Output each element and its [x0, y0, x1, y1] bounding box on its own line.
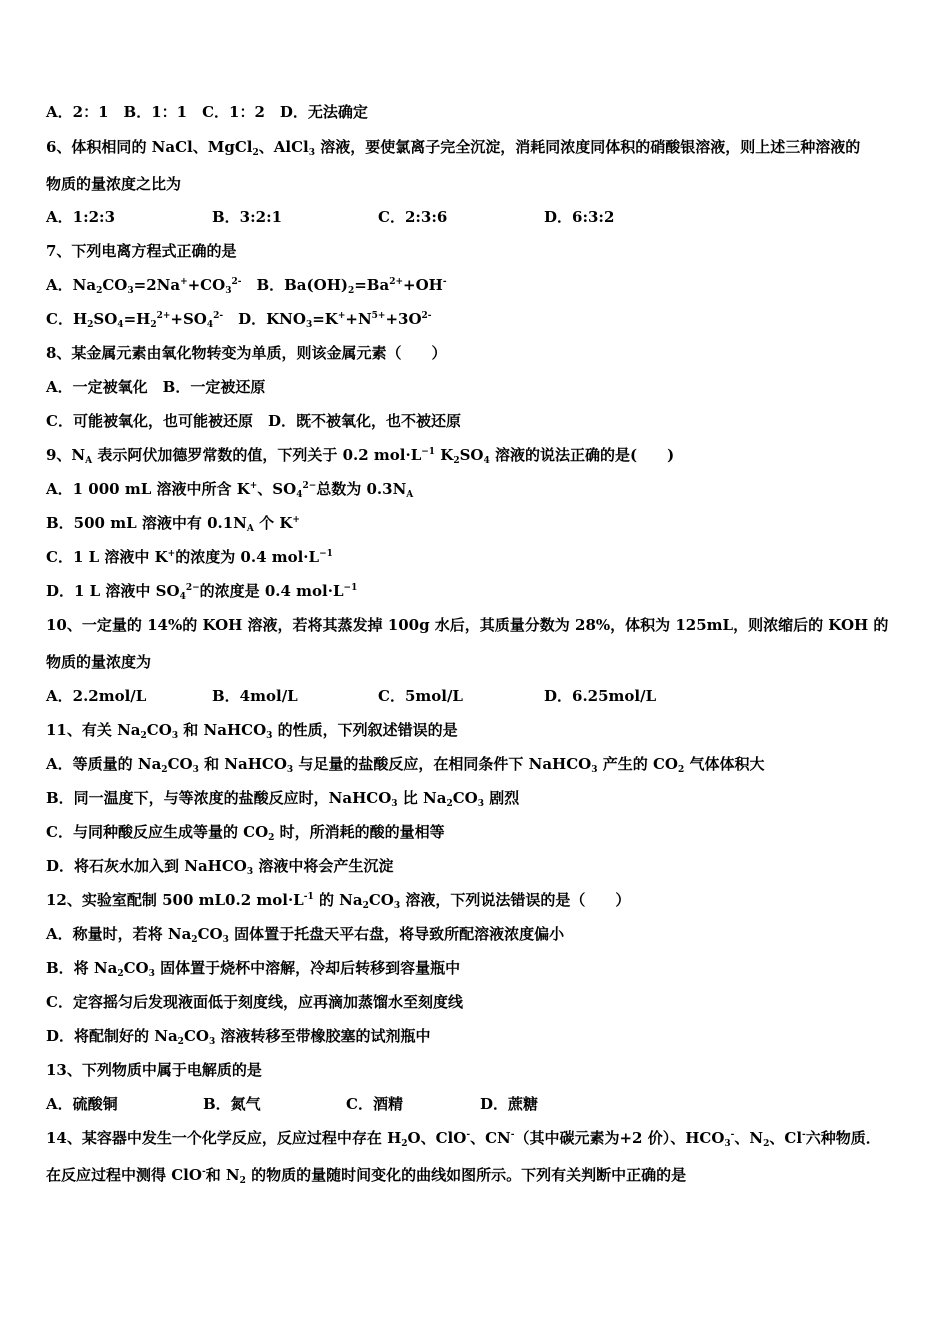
q12-option-c: C．定容摇匀后发现液面低于刻度线，应再滴加蒸馏水至刻度线: [46, 993, 463, 1011]
q14-stem-line2: 在反应过程中测得 ClO-和 $N_2$ 的物质的量随时间变化的曲线如图所示。下列有关判断中正确的是: [46, 1166, 687, 1186]
q6-option-b: B．3:2:1: [212, 208, 283, 226]
q9-option-c: C．1 L 溶液中 K+的浓度为 0.4 $mol\cdot L^{-1}$: [46, 548, 333, 566]
q6-option-a: A．1:2:3: [46, 208, 116, 226]
q13-option-d: D．蔗糖: [480, 1095, 539, 1113]
q11-option-a: A．等质量的 $Na_2CO_3$ 和 NaHCO$_3$ 与足量的盐酸反应，在相同条件下 NaHCO$_3$ 产生的 $CO_2$ 气体体积大: [46, 755, 765, 775]
q11-option-c: C．与同种酸反应生成等量的 $CO_2$ 时，所消耗的酸的量相等: [46, 823, 445, 843]
q7-stem: 7、下列电离方程式正确的是: [46, 242, 237, 260]
q9-option-a: A．1 000 mL 溶液中所含 K+、$SO_4^{2-}$总数为 $0.3N_A$: [46, 480, 414, 500]
q6-stem-line2: 物质的量浓度之比为: [46, 175, 182, 193]
q8-options-cd: C．可能被氧化，也可能被还原 D．既不被氧化，也不被还原: [46, 412, 461, 430]
q14-stem-line1: 14、某容器中发生一个化学反应，反应过程中存在 $H_2O$、ClO-、CN-（其中碳元素为+2 价）、$HCO_3^-$、$N_2$、Cl-六种物质．: [46, 1129, 881, 1149]
q12-option-d: D．将配制好的 $Na_2CO_3$ 溶液转移至带橡胶塞的试剂瓶中: [46, 1027, 431, 1047]
q12-stem: 12、实验室配制 500 mL0.2 $mol\cdot L^{-1}$ 的 $Na_2CO_3$ 溶液，下列说法错误的是（ ）: [46, 891, 631, 911]
q9-stem: 9、$N_A$ 表示阿伏加德罗常数的值，下列关于 0.2 $mol\cdot L^{-1}$ $K_2SO_4$ 溶液的说法正确的是( ): [46, 446, 675, 466]
q11-stem: 11、有关 $Na_2CO_3$ 和 NaHCO$_3$ 的性质，下列叙述错误的是: [46, 721, 458, 741]
q6-option-d: D．6:3:2: [544, 208, 615, 226]
q10-options: [46, 686, 656, 706]
q7-options-ab: A．$Na_2CO_3=2Na^++CO_3^{2-}$ B．$Ba(OH)_2=Ba^{2+}+OH^-$: [46, 276, 447, 296]
q10-option-b: B．4mol/L: [212, 687, 298, 705]
q10-stem-line1: 10、一定量的 14%的 KOH 溶液，若将其蒸发掉 100g 水后，其质量分数为 28%，体积为 125mL，则浓缩后的 KOH 的: [46, 616, 889, 634]
q10-option-c: C．5mol/L: [378, 687, 463, 705]
q11-option-b: B．同一温度下，与等浓度的盐酸反应时，NaHCO$_3$ 比 $Na_2CO_3$ 剧烈: [46, 789, 520, 809]
q10-option-d: D．6.25mol/L: [544, 687, 657, 705]
q6-option-c: C．2:3:6: [378, 208, 448, 226]
q9-option-b: B．500 mL 溶液中有 $0.1N_A$ 个 K+: [46, 514, 300, 534]
q13-option-b: B．氮气: [203, 1095, 261, 1113]
q10-option-a: A．2.2mol/L: [46, 687, 147, 705]
q11-option-d: D．将石灰水加入到 NaHCO$_3$ 溶液中将会产生沉淀: [46, 857, 394, 877]
q5-options: A．2：1 B．1：1 C．1：2 D．无法确定: [46, 103, 368, 121]
q9-option-d: D．1 L 溶液中 $SO_4^{2-}$的浓度是 0.4 $mol\cdot L^{-1}$: [46, 582, 358, 602]
q8-options-ab: A．一定被氧化 B．一定被还原: [46, 378, 266, 396]
q8-stem: 8、某金属元素由氧化物转变为单质，则该金属元素（ ）: [46, 344, 447, 362]
q10-stem-line2: 物质的量浓度为: [46, 653, 152, 671]
q13-option-c: C．酒精: [346, 1095, 403, 1113]
q6-options: [46, 207, 614, 227]
q13-options: [46, 1094, 538, 1114]
q12-option-b: B．将 $Na_2CO_3$ 固体置于烧杯中溶解，冷却后转移到容量瓶中: [46, 959, 461, 979]
q6-stem-line1: 6、体积相同的 NaCl、MgCl$_2$、AlCl$_3$ 溶液，要使氯离子完全沉淀，消耗同浓度同体积的硝酸银溶液，则上述三种溶液的: [46, 138, 861, 158]
q13-option-a: A．硫酸铜: [46, 1095, 118, 1113]
q7-options-cd: C．$H_2SO_4=H_2^{2+}+SO_4^{2-}$ D．$KNO_3=K^++N^{5+}+3O^{2-}$: [46, 310, 432, 330]
q13-stem: 13、下列物质中属于电解质的是: [46, 1061, 262, 1079]
q12-option-a: A．称量时，若将 $Na_2CO_3$ 固体置于托盘天平右盘，将导致所配溶液浓度偏小: [46, 925, 565, 945]
